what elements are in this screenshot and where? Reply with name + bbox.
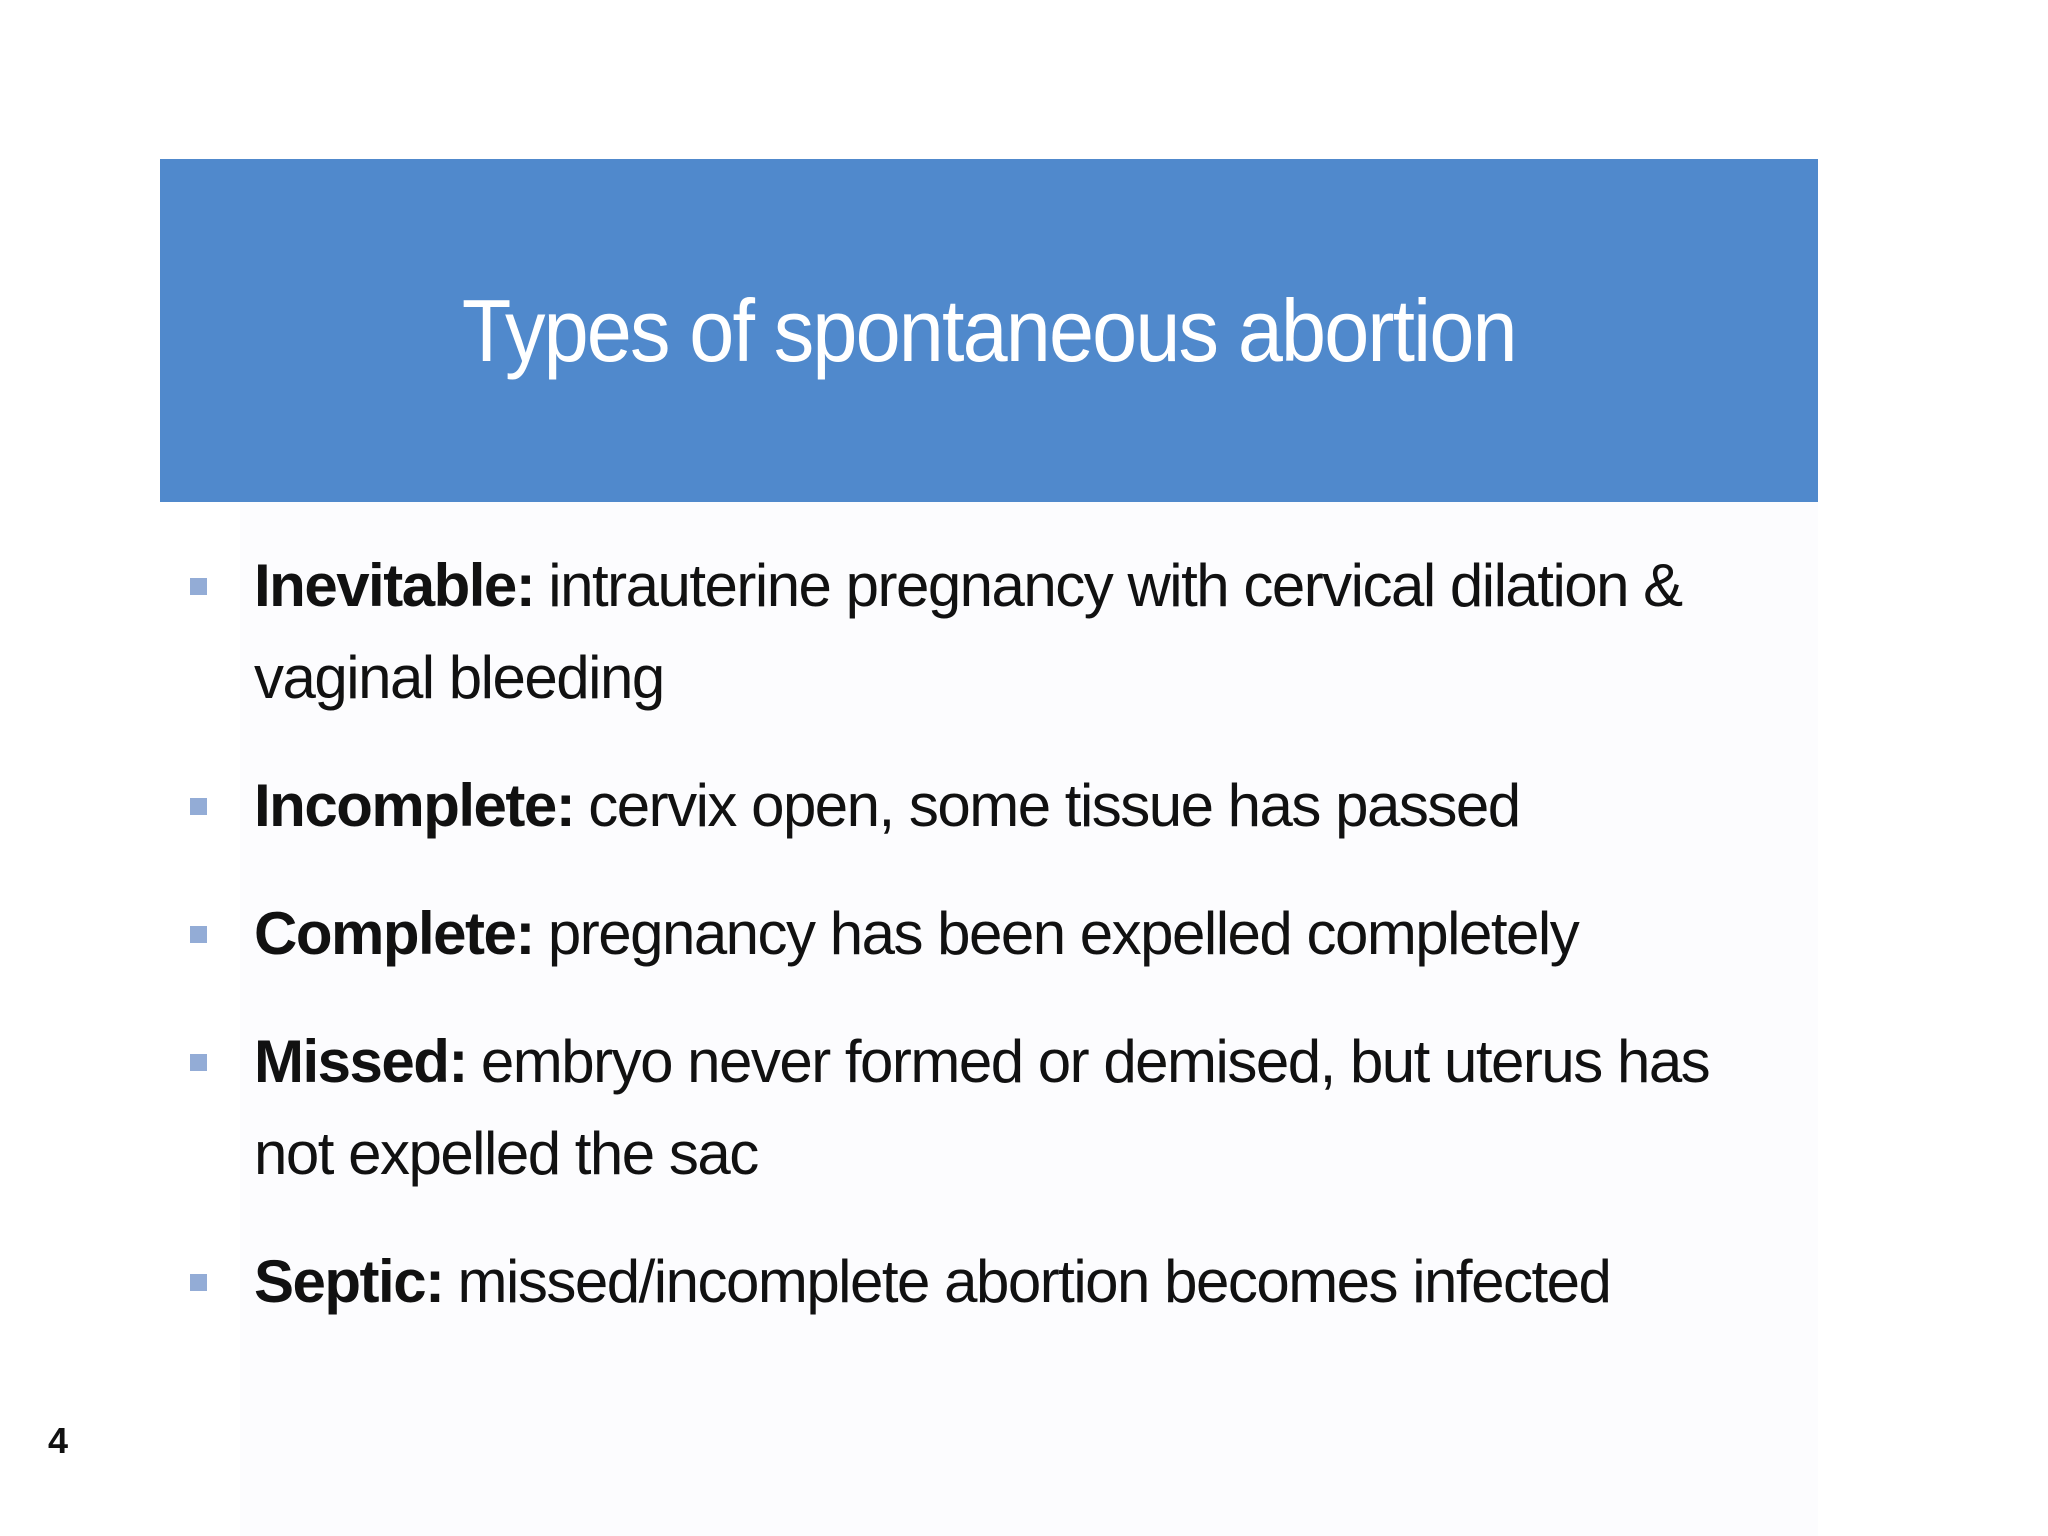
square-bullet-icon bbox=[190, 1054, 207, 1071]
title-band bbox=[160, 159, 1818, 502]
bullet-item-inevitable bbox=[188, 540, 1788, 724]
slide-title: Types of spontaneous abortion bbox=[462, 280, 1516, 380]
bullet-term: Incomplete: bbox=[254, 772, 575, 839]
bullet-item-incomplete bbox=[188, 760, 1788, 852]
bullet-term: Missed: bbox=[254, 1028, 467, 1095]
square-bullet-icon bbox=[190, 798, 207, 815]
square-bullet-icon bbox=[190, 1274, 207, 1291]
square-bullet-icon bbox=[190, 926, 207, 943]
bullet-term: Inevitable: bbox=[254, 552, 535, 619]
bullet-text: cervix open, some tissue has passed bbox=[588, 772, 1520, 839]
bullet-term: Complete: bbox=[254, 900, 534, 967]
bullet-item-septic bbox=[188, 1236, 1788, 1328]
square-bullet-icon bbox=[190, 578, 207, 595]
bullet-text: intrauterine pregnancy with cervical dilation & vaginal bleeding bbox=[254, 552, 1682, 711]
slide-number: 4 bbox=[48, 1420, 69, 1461]
bullet-list bbox=[188, 540, 1788, 1364]
bullet-item-complete bbox=[188, 888, 1788, 980]
bullet-text: pregnancy has been expelled completely bbox=[547, 900, 1579, 967]
bullet-text: embryo never formed or demised, but uterus has not expelled the sac bbox=[254, 1028, 1710, 1187]
bullet-item-missed bbox=[188, 1016, 1788, 1200]
bullet-text: missed/incomplete abortion becomes infected bbox=[457, 1248, 1611, 1315]
bullet-term: Septic: bbox=[254, 1248, 444, 1315]
